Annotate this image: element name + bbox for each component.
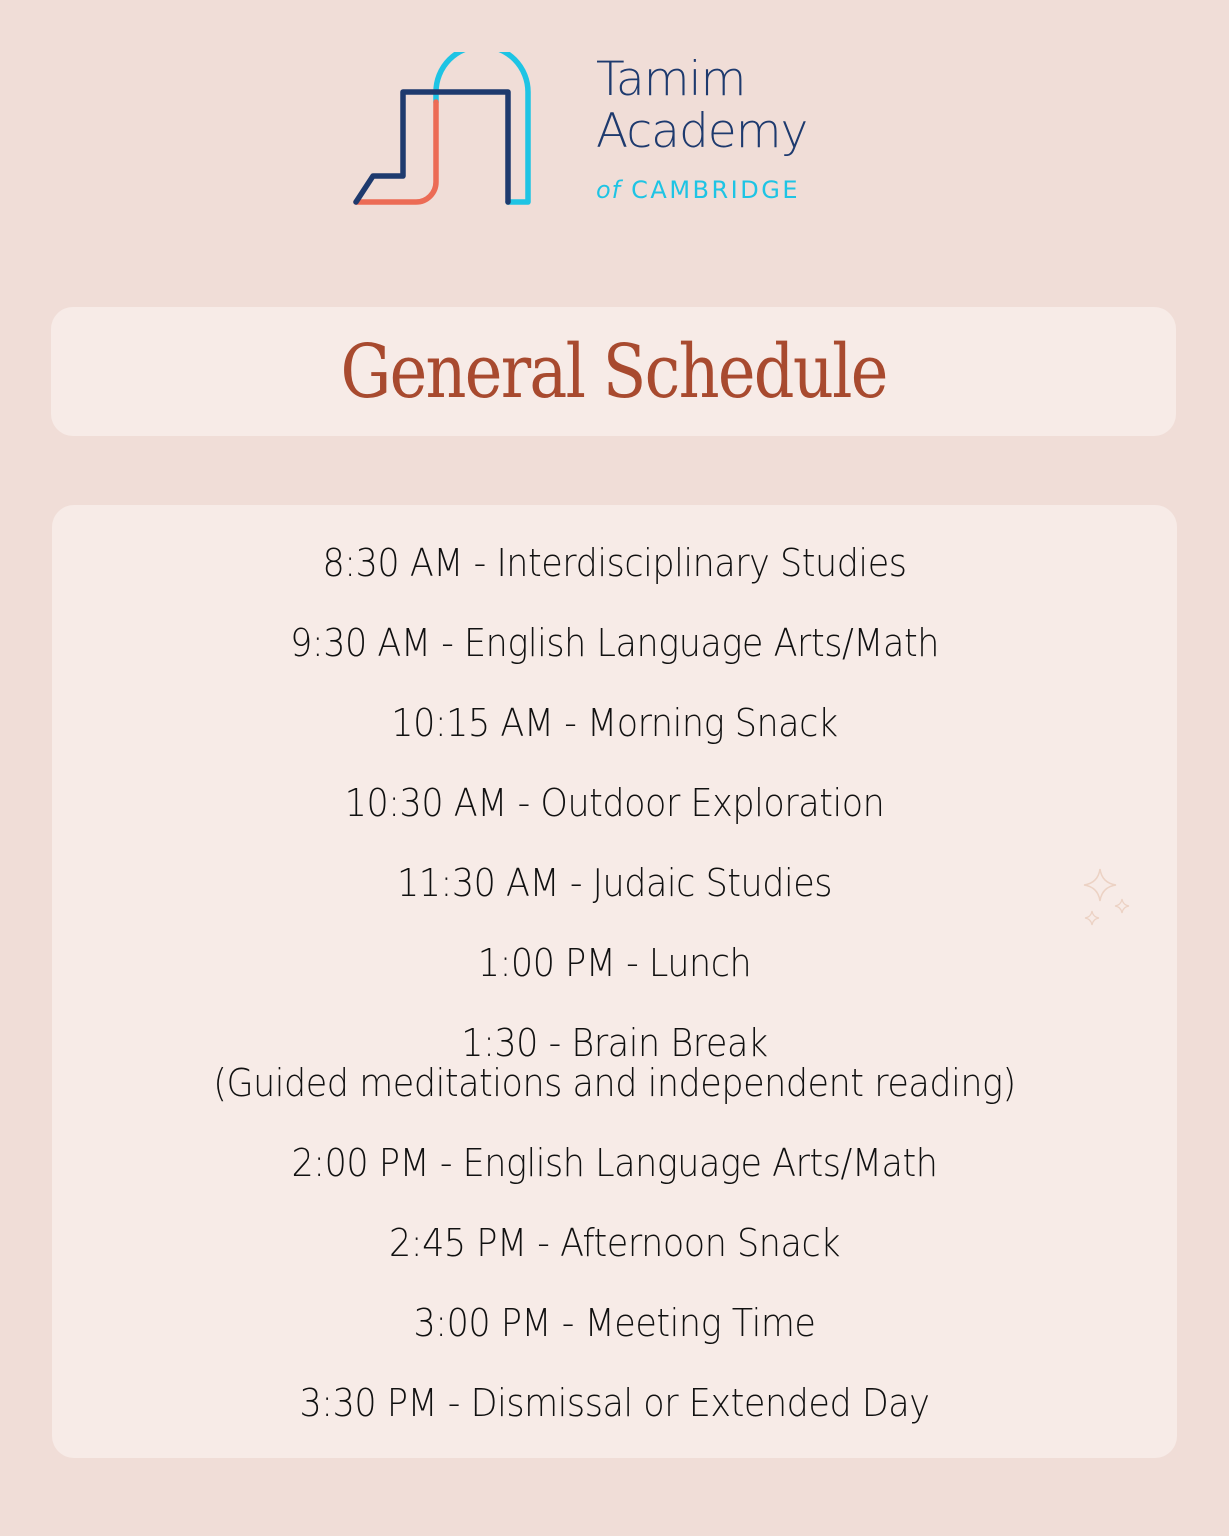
logo-name-line2: Academy — [596, 104, 808, 159]
school-logo — [348, 52, 838, 217]
page-title: General Schedule — [340, 328, 887, 415]
logo-location-prefix: of — [596, 176, 622, 204]
logo-wordmark — [596, 52, 807, 204]
schedule-item: 2:00 PM - English Language Arts/Math — [291, 1141, 938, 1185]
schedule-item-detail: (Guided meditations and independent reading) — [213, 1061, 1016, 1105]
schedule-list — [52, 537, 1177, 1457]
schedule-card — [52, 505, 1177, 1458]
schedule-item: 11:30 AM - Judaic Studies — [396, 861, 833, 905]
sparkle-icon — [1072, 861, 1142, 941]
schedule-item: 10:15 AM - Morning Snack — [391, 701, 838, 745]
schedule-item — [97, 1017, 1132, 1137]
schedule-item: 1:00 PM - Lunch — [477, 941, 752, 985]
schedule-item: 8:30 AM - Interdisciplinary Studies — [322, 541, 907, 585]
schedule-item: 10:30 AM - Outdoor Exploration — [344, 781, 885, 825]
schedule-item: 2:45 PM - Afternoon Snack — [388, 1221, 840, 1265]
logo-location-name: CAMBRIDGE — [631, 176, 800, 204]
schedule-item: 3:30 PM - Dismissal or Extended Day — [299, 1381, 930, 1425]
schedule-item-title: 1:30 - Brain Break — [461, 1021, 768, 1065]
arch-logo-icon — [348, 52, 548, 212]
title-card — [51, 307, 1176, 436]
logo-location — [596, 176, 807, 204]
schedule-item: 9:30 AM - English Language Arts/Math — [290, 621, 939, 665]
schedule-item: 3:00 PM - Meeting Time — [413, 1301, 816, 1345]
logo-name-line1: Tamim — [596, 52, 746, 107]
